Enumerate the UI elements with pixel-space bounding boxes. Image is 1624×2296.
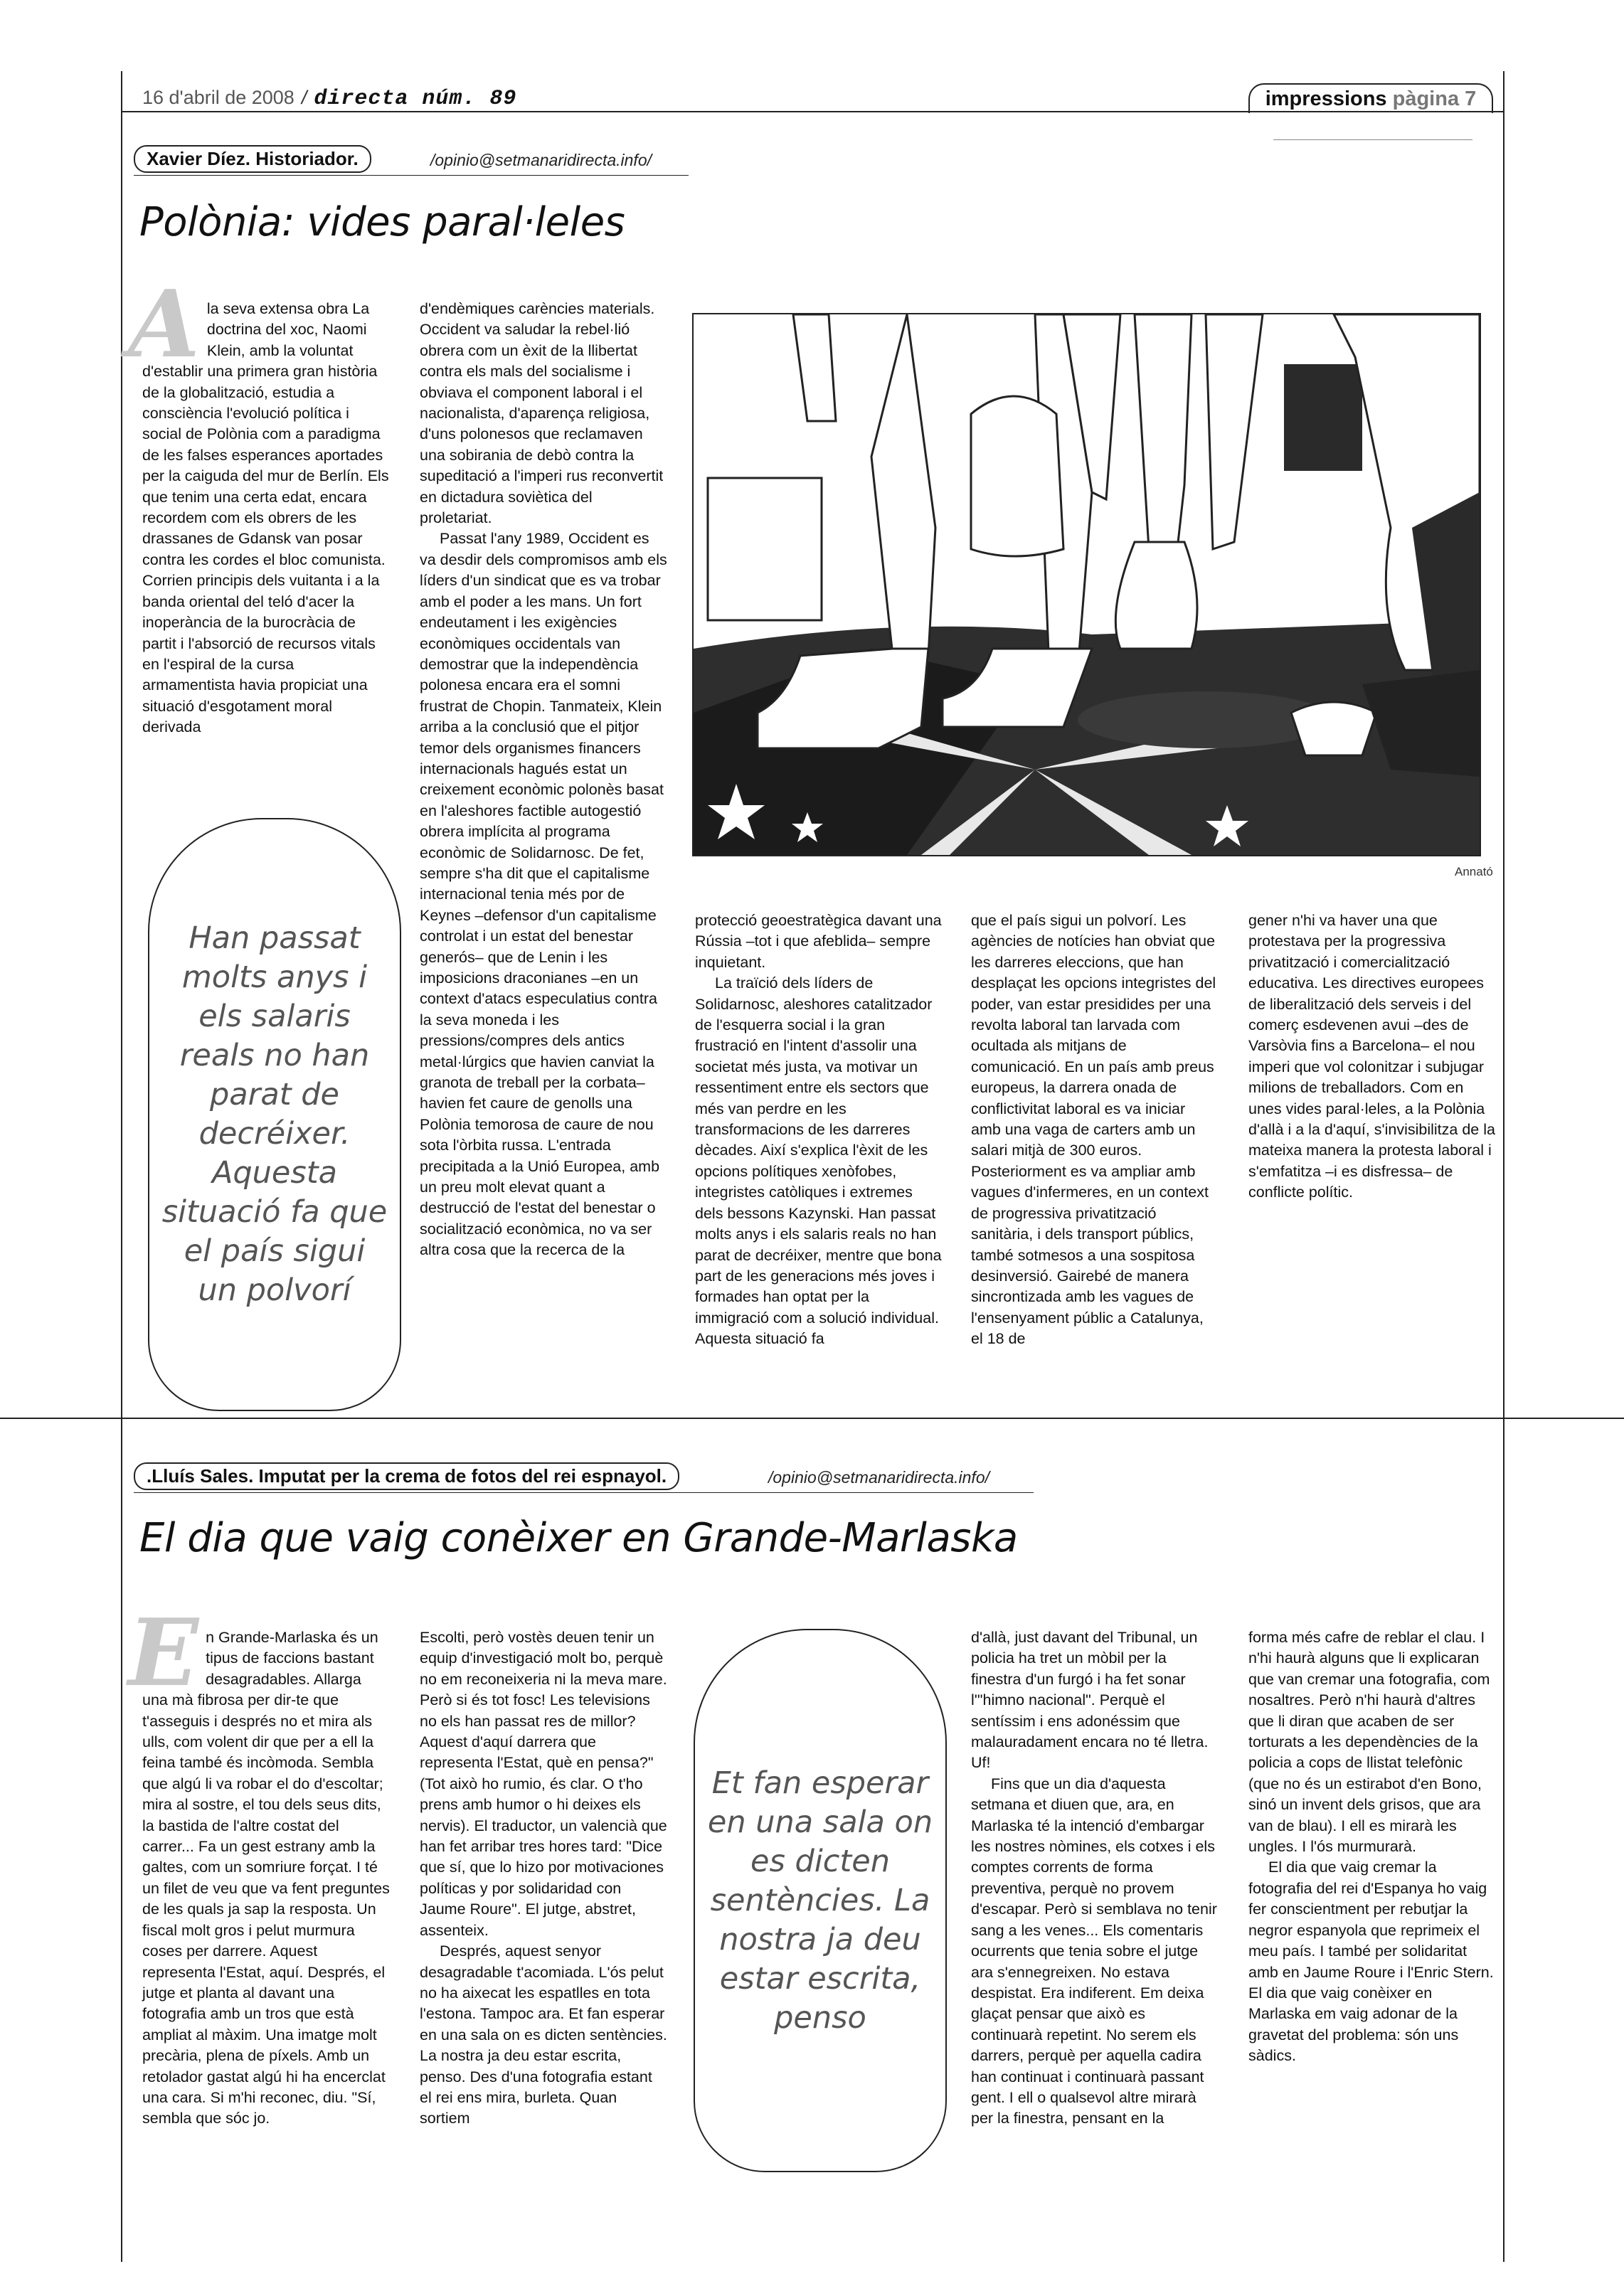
page-number: pàgina 7 xyxy=(1392,87,1477,110)
article1-drop-cap: A xyxy=(128,270,200,378)
illustration-drawing xyxy=(694,314,1480,855)
section-name: impressions xyxy=(1265,87,1387,110)
article2-pull-quote-text: Et fan esperar en una sala on es dicten sentències. La nostra ja deu estar escrita, penso xyxy=(707,1765,933,2036)
article1-author: Xavier Díez. Historiador. xyxy=(134,145,371,173)
article1-column-2 xyxy=(420,299,667,1261)
left-margin-rule xyxy=(121,71,122,2262)
article2-col2-para2: Després, aquest senyor desagradable t'acomiada. L'ós pelut no ha aixecat les espatlles en tota l'estona. Tampoc ara. Et fan esperar en una sala on es dicten sentències. La nostra ja deu estar escrita, penso. Des d'una fotografia estant el rei ens mira, burleta. Quan sortiem xyxy=(420,1942,667,2127)
illustration-credit: Annató xyxy=(1455,865,1493,878)
article1-pull-quote-text: Han passat molts anys i els salaris reals no han parat de decréixer. Aquesta situació fa que el país sigui un polvorí xyxy=(161,920,388,1308)
article1-column-3 xyxy=(695,910,943,1350)
article2-author: .Lluís Sales. Imputat per la crema de fotos del rei espnayol. xyxy=(134,1462,679,1490)
article1-col1-text: la seva extensa obra La doctrina del xoc, Naomi Klein, amb la voluntat d'establir una primera gran història de la globalització, estudia a consciència l'evolució política i social de Polònia com a paradigma de les falses esperances aportades per la caiguda del mur de Berlín. Els que tenim una certa edat, encara recordem com els obrers de les drassanes de Gdansk van posar contra les cordes el bloc comunista. Corrien principis dels vuitanta i a la banda oriental del teló d'acer la inoperància de la burocràcia de partit i l'absorció de recursos vitals en l'espiral de la cursa armamentista havia propiciat una situació d'esgotament moral derivada xyxy=(142,300,389,736)
article1-column-1 xyxy=(128,270,390,738)
right-margin-rule xyxy=(1503,71,1504,2262)
article2-col5-para2: El dia que vaig cremar la fotografia del rei d'Espanya ho vaig fer conscientment per rebutjar la negror espanyola que reprimeix el meu país. I també per solidaritat amb en Jaume Roure i l'Enric Stern. El dia que vaig conèixer en Marlaska em vaig adonar de la gravetat del problema: són uns sàdics. xyxy=(1248,1859,1494,2065)
article1-email[interactable]: /opinio@setmanaridirecta.info/ xyxy=(430,151,652,169)
article1-pull-quote xyxy=(148,818,401,1411)
article2-column-4 xyxy=(971,1627,1219,2130)
article2-drop-cap: E xyxy=(128,1598,199,1707)
article2-pull-quote xyxy=(694,1629,947,2172)
article-divider-rule xyxy=(0,1418,1624,1419)
article2-col4-para2: Fins que un dia d'aquesta setmana et diuen que, ara, en Marlaska té la intenció d'embargar les nostres nòmines, els cotxes i els comptes corrents de forma preventiva, perquè no provem d'escapar. Però si semblava no tenir sang a les venes... Els comentaris ocurrents que tenia sobre el jutge ara s'ennegreixen. No estava despistat. Era indiferent. Em deixa glaçat pensar que això es continuarà repetint. No serem els darrers, perquè per aquella cadira han continuat i continuarà passant gent. I ell o qualsevol altre mirarà per la finestra, pensant en la xyxy=(971,1775,1217,2127)
issue-date: 16 d'abril de 2008 xyxy=(142,87,294,108)
article1-col3-para2: La traïció dels líders de Solidarnosc, aleshores catalitzador de l'esquerra social i la gran frustració en l'intent d'assolir una societat més justa, va motivar un ressentiment entre els sectors que més van perdre en les transformacions de les darreres dècades. Així s'explica l'èxit de les opcions polítiques xenòfobes, integristes catòliques i extremes dels bessons Kazynski. Han passat molts anys i els salaris reals no han parat de decréixer, mentre que bona part de les generacions més joves i formades han optat per la immigració com a solució individual. Aquesta situació fa xyxy=(695,974,942,1348)
article1-column-4 xyxy=(971,910,1219,1350)
article2-column-1 xyxy=(128,1598,390,2130)
article1-col4-para1: que el país sigui un polvorí. Les agències de notícies han obviat que les darreres eleccions, que han desplaçat les opcions integristes del poder, van estar presidides per una revolta laboral tan larvada com ocultada als mitjans de comunicació. En un país amb preus europeus, la darrera onada de conflictivitat laboral es va iniciar amb una vaga de carters amb un salari mitjà de 300 euros. Posteriorment es va ampliar amb vagues d'infermeres, en un context de progressiva privatització sanitària, i dels transport públics, també sotmesos a una sospitosa desinversió. Gairebé de manera sincrontizada amb les vagues de l'ensenyament públic a Catalunya, el 18 de xyxy=(971,912,1216,1348)
article2-col2-para1: Escolti, però vostès deuen tenir un equip d'investigació molt bo, perquè no em reconeixeria ni la meva mare. Però si és tot fosc! Les televisions no els han passat res de millor? Aquest d'aquí darrera que representa l'Estat, què en pensa?" (Tot això ho rumio, és clar. O t'ho prens amb humor o hi deixes els nervis). El traductor, un valencià que han fet arribar tres hores tard: "Dice que sí, que lo hizo por motivaciones políticas y por solidaridad con Jaume Roure". El jutge, abstret, assenteix. xyxy=(420,1629,667,1939)
article2-col5-para1: forma més cafre de reblar el clau. I n'hi haurà alguns que li explicaran que van cremar una fotografia, com nosaltres. Però n'hi haurà d'altres que li diran que acaben de ser torturats a les dependències de la policia a cops de llistat telefònic (que no és un estirabot d'en Bono, sinó un invent dels grisos, que ara van de blau). I ell es mirarà les ungles. I l'ós murmurarà. xyxy=(1248,1629,1490,1856)
article1-col2-para2: Passat l'any 1989, Occident es va desdir dels compromisos amb els líders d'un sindicat que es va trobar amb el poder a les mans. Un fort endeutament i les exigències econòmiques occidentals van demostrar que la independència polonesa encara era el somni frustrat de Chopin. Tanmateix, Klein arriba a la conclusió que el pitjor temor dels organismes financers internacionals hagués estat un creixement econòmic polonès basat en l'aleshores factible autogestió obrera implícita al programa econòmic de Solidarnosc. De fet, sempre s'ha dit que el capitalisme internacional tenia més por de Keynes –defensor d'un capitalisme controlat i un estat del benestar generós– que de Lenin i les imposicions draconianes –en un context d'atacs especulatius contra la seva moneda i les pressions/compres dels antics metal·lúrgics que havien canviat la granota de treball per la corbata– havien fet caure de genolls una Polònia temorosa de caure de nou sota l'òrbita russa. L'entrada precipitada a la Unió Europea, amb un preu molt elevat quant a destrucció de l'estat del benestar o socialització econòmica, no va ser altra cosa que la recerca de la xyxy=(420,530,667,1259)
article2-column-5 xyxy=(1248,1627,1496,2067)
article1-byline-rule xyxy=(134,175,689,176)
article2-col4-para1: d'allà, just davant del Tribunal, un policia ha tret un mòbil per la finestra d'un furgó i ha fet sonar l'"himno nacional". Perquè el sentíssim i ens adonéssim que malauradament encara no té lletra. Uf! xyxy=(971,1629,1209,1772)
article2-title: El dia que vaig conèixer en Grande-Marlaska xyxy=(139,1515,1018,1561)
article2-email[interactable]: /opinio@setmanaridirecta.info/ xyxy=(768,1468,990,1487)
article1-col5-para1: gener n'hi va haver una que protestava per la progressiva privatització i comercialització educativa. Les directives europees de liberalització dels serveis i del comerç esdevenen avui –des de Varsòvia fins a Barcelona– el nou imperi que vol colonitzar i subjugar milions de treballadors. Com en unes vides paral·leles, a la Polònia d'allà i a la d'aquí, s'invisibilitza de la mateixa manera la protesta laboral i s'emfatitza –i es disfressa– de conflicte polític. xyxy=(1248,912,1495,1201)
page-header-left: 16 d'abril de 2008 / directa núm. 89 xyxy=(142,87,517,111)
section-tab xyxy=(1248,83,1493,113)
publication-issue: directa núm. 89 xyxy=(314,87,517,111)
article1-illustration xyxy=(692,313,1481,856)
article2-column-2 xyxy=(420,1627,667,2130)
article1-col2-para1: d'endèmiques carències materials. Occident va saludar la rebel·lió obrera com un èxit de la llibertat contra els mals del socialisme i obviava el component laboral i el nacionalista, d'aparença religiosa, d'uns polonesos que reclamaven una sobirania de debò contra la supeditació a l'imperi rus reconvertit en dictadura soviètica del proletariat. xyxy=(420,300,664,527)
article2-col1-text: n Grande-Marlaska és un tipus de faccions bastant desagradables. Allarga una mà fibrosa per dir-te que t'asseguis i després no et mira als ulls, com volent dir que per a ell la feina també és incòmoda. Sembla que algú li va robar el do d'escoltar; mira al sostre, el tou dels seus dits, la bastida de l'altre costat del carrer... Fa un gest estrany amb la galtes, com un somriure forçat. I té un filet de veu que va fent preguntes de les quals ja sap la resposta. Un fiscal molt gros i pelut murmura coses per darrere. Aquest representa l'Estat, aquí. Després, el jutge et planta al davant una fotografia amb un tros que està ampliat al màxim. Una imatge molt precària, plena de píxels. Amb un retolador gastat algú hi ha encerclat una cara. Si m'hi reconec, diu. "Sí, sembla que sóc jo. xyxy=(142,1629,390,2127)
article1-col3-para1: protecció geoestratègica davant una Rússia –tot i que afeblida– sempre inquietant. xyxy=(695,912,942,971)
article1-title: Polònia: vides paral·leles xyxy=(139,199,625,245)
article2-byline-rule xyxy=(134,1492,1034,1493)
article1-column-5 xyxy=(1248,910,1496,1203)
header-right-underline xyxy=(1273,139,1472,140)
